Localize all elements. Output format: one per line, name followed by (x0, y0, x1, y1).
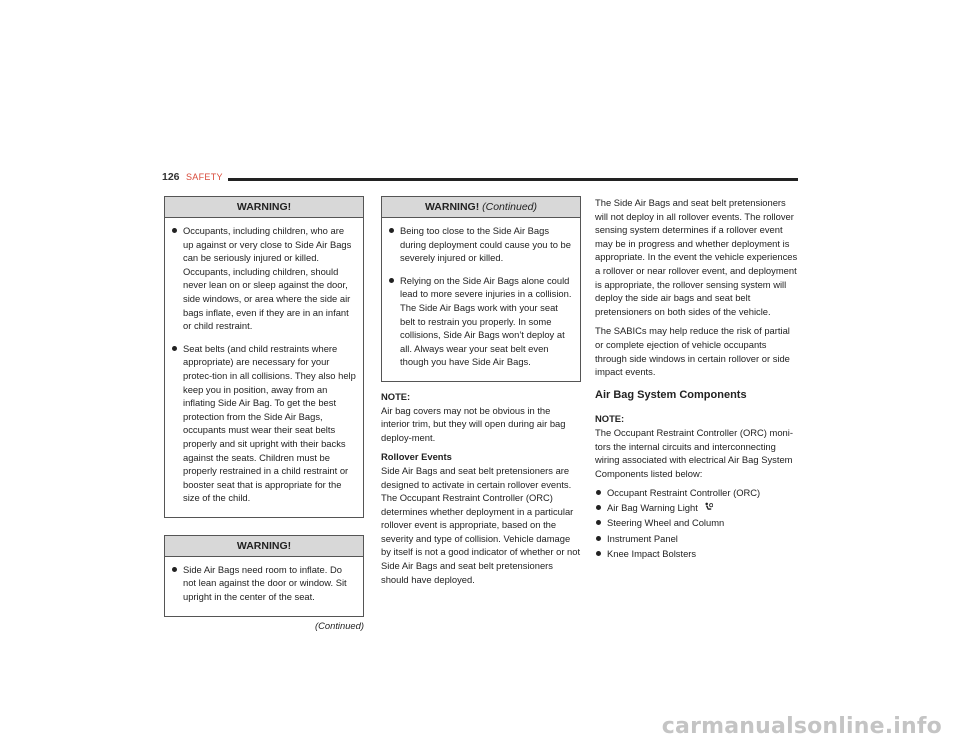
warning-box-2 (164, 535, 364, 617)
warning-bullet: Occupants, including children, who are up against or very close to Side Air Bags can be seriously injured or killed. Occupants, including children, should never lean on or sleep against the door, side windows, or area where the side air bags inflate, even if they are in an infant or child restraint. (171, 224, 357, 333)
warning-bullet: Relying on the Side Air Bags alone could lead to more severe injuries in a collision. The Side Air Bags work with your seat belt to restrain you properly. In some collisions, Side Air Bags won’t deploy at all. Always wear your seat belt even though you have Side Air Bags. (388, 274, 574, 369)
section-heading: Air Bag System Components (595, 388, 747, 401)
note-label: NOTE: (595, 413, 625, 425)
warning-title: WARNING! (165, 536, 363, 557)
warning-title-suffix: (Continued) (482, 201, 538, 213)
list-item-label: Air Bag Warning Light (607, 502, 698, 514)
list-item: Occupant Restraint Controller (ORC) (595, 486, 799, 500)
warning-bullet: Seat belts (and child restraints where appropriate) are necessary for your protec-tion in all collisions. They also help keep you in position, away from an inflating Side Air Bag. To get the best protection from the Side Air Bags, occupants must wear their seat belts properly and sit upright with their backs against the seats. Children must be properly restrained in a child restraint or booster seat that is appropriate for the size of the child. (171, 342, 357, 505)
components-list (595, 486, 799, 560)
column-3 (595, 196, 799, 562)
warning-bullet: Side Air Bags need room to inflate. Do not lean against the door or window. Sit upright in the center of the seat. (171, 563, 357, 604)
list-item: Instrument Panel (595, 532, 799, 546)
paragraph: The Side Air Bags and seat belt pretensioners will not deploy in all rollover events. The rollover sensing system determines if a rollover event may be in progress and whether deployment is appropriate. In the event the vehicle experiences a rollover or near rollover event, and deployment is appropriate, the rollover sensing system will deploy the side air bags and seat belt pretensioners on both sides of the vehicle. (595, 197, 798, 317)
section-title: SAFETY (186, 172, 223, 182)
list-item: Steering Wheel and Column (595, 516, 799, 530)
header-rule (228, 178, 798, 181)
warning-title (382, 197, 580, 218)
page-number: 126 (162, 171, 180, 183)
list-item: Knee Impact Bolsters (595, 547, 799, 561)
warning-title-text: WARNING! (424, 201, 480, 213)
note-text: Air bag covers may not be obvious in the interior trim, but they will open during air bag deploy-ment. (381, 404, 566, 443)
continued-label: (Continued) (315, 619, 364, 631)
page-header (162, 171, 798, 185)
subheading-rollover: Rollover Events (381, 451, 452, 463)
warning-box-1 (164, 196, 364, 518)
warning-list (388, 224, 574, 369)
warning-list (171, 563, 357, 604)
list-item (595, 501, 799, 515)
warning-box-continued (381, 196, 581, 382)
column-1 (164, 196, 364, 632)
column-2 (381, 196, 581, 592)
note-label: NOTE: (381, 390, 411, 402)
airbag-warning-icon (704, 502, 713, 512)
warning-bullet: Being too close to the Side Air Bags during deployment could cause you to be severely injured or killed. (388, 224, 574, 265)
rollover-paragraph: Side Air Bags and seat belt pretensioners are designed to activate in certain rollover events. The Occupant Restraint Controller (ORC) determines whether deployment in a particular rollover event is appropriate, based on the severity and type of collision. Vehicle damage by itself is not a good indicator of whether or not Side Air Bags and seat belt pretensioners should have deployed. (381, 464, 581, 585)
watermark: carmanualsonline.info (661, 714, 942, 739)
paragraph: The SABICs may help reduce the risk of partial or complete ejection of vehicle occupants through side windows in certain rollover or side impact events. (595, 325, 790, 378)
warning-list (171, 224, 357, 505)
note-text: The Occupant Restraint Controller (ORC) moni-tors the internal circuits and interconnecting wiring associated with electrical Air Bag System Components listed below: (595, 426, 793, 479)
warning-title: WARNING! (165, 197, 363, 218)
